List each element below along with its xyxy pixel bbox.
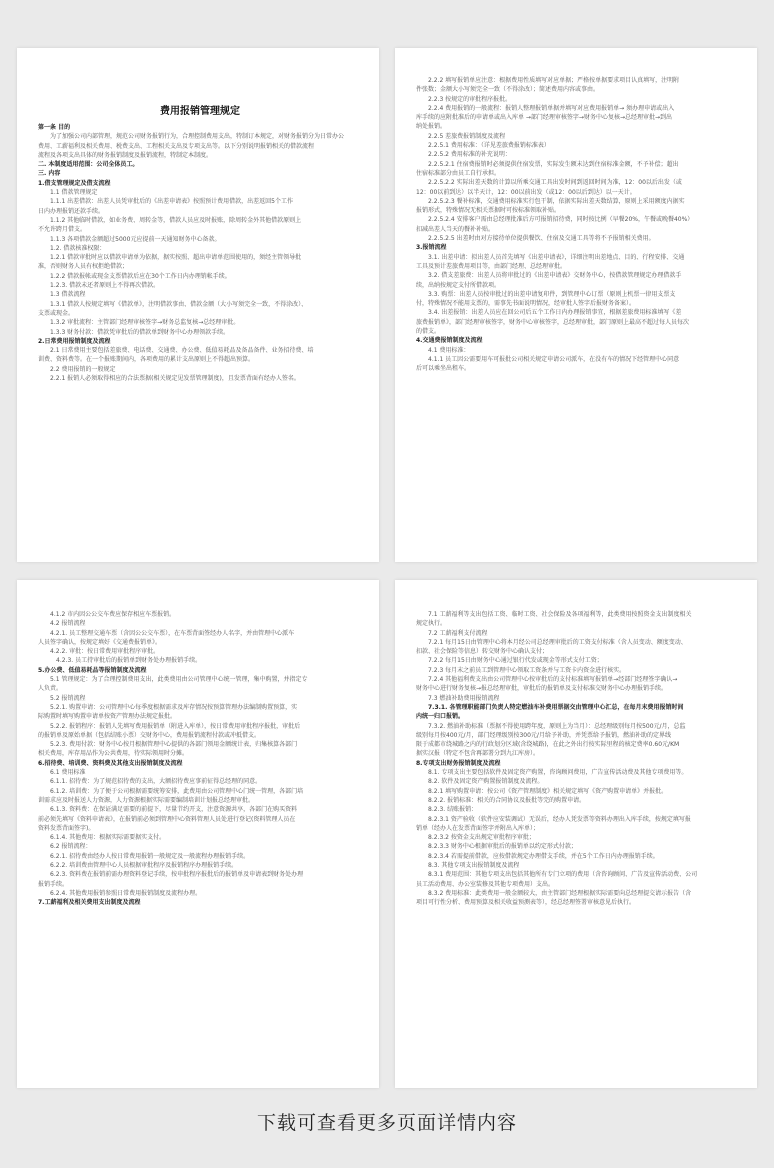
section-heading: 1.借支管理规定及借支流程 [38,179,111,187]
text-line: 报销手续。 [38,880,69,888]
text-line: 7.2.4 其他福利费支出由公司管理中心按审批后的支付标准填写报销单→经部门经理签字确认→ [428,676,678,684]
text-line: 8.3. 其他专项支出报销制度及流程 [428,862,520,870]
text-line: 6.2.4. 其他费用报销参照日常费用报销制度及流程办理。 [50,889,202,897]
text-line: 1.3.1 借款人按规定填写《借款单》，注明借款事由、借款金额（大小写须完全一致，不得涂改）、 [50,300,308,308]
text-line: 2.1 日常费用主要包括差旅费、电话费、交通费、办公费、低值易耗品及备品备件、业务招待费、培 [50,347,314,355]
text-line: 1.1 借款管理规定 [50,189,98,197]
text-line: 为了加强公司内部管理，规范公司财务报销行为，合理控制费用支出，特制订本规定，对财务报销分为日常办公 [50,133,345,141]
text-line: 人负责。 [38,685,63,693]
text-line: 6.1.3. 资料费：在保证满足需要的前提下，尽量节约开支，注意资源共享，各部门在购买资料 [50,806,298,814]
text-line: 据实汉报（特定不包含再部署分到九江库房）。 [416,750,540,758]
document-page-2 [395,48,757,562]
text-line: 8.2.3. 结账报销： [428,806,478,814]
text-line: 级别每月按400元/月，部门经理级别按300元/月给予补助，并凭票给予报销，燃油补助的定界线 [416,731,671,739]
text-line: 6.2.1. 招待费由经办人按日常费用报销一般规定及一般流程办理报销手续。 [50,852,250,860]
text-line: 8.2.3.1 资产验收（软件应安装调试）无误后，经办人凭发票等资料办理出入库手续，按规定填写报 [428,815,691,823]
text-line: 项目可行性分析、费用预算及相关收益预测表等），经总经理签署审核意见后执行。 [416,899,636,907]
text-line: 限于成都市绕城路之内的行政划分区域(含绕城路)，在此之外出行按实际里程的核定费率0.60元/KM [416,741,680,749]
text-line: 4.2.3. 员工持审批后的报销单到财务处办理报销手续。 [56,657,202,665]
text-line: 库手续的应附批准后的申请单或出入库单 →部门经理审核签字→财务中心复核→总经理审批→到出 [416,114,673,122]
section-heading: 8.专项支出财务报销制度及流程 [416,759,501,767]
text-line: 4.1 费用标准： [428,346,470,354]
section-heading: 7.工薪福利及相关费用支出制度及流程 [38,899,141,907]
text-line: 1.2.1 借款审批时应以借款申请单为依据，据实按照、超出申请单范围使用的，须经主管领导批 [50,254,302,262]
text-line: 6.1.4. 其他费用：根据实际需要据实支付。 [50,834,166,842]
text-line: 前必须先填写《资料申请表》，在报销前必须到管理中心资料管理人员处进行登记(资料管理人员在 [38,815,296,823]
text-line: 际购置时填写购置申请单按资产管理办法规定报批。 [38,713,177,721]
text-line: 日内办理报销还款手续。 [38,207,105,215]
text-line: 扣减出差人当天的餐补补贴。 [416,225,495,233]
text-line: 1.2.2 借款报帐或现金支票借款后应在30个工作日内办理销帐手续。 [50,272,231,280]
text-line: 训费、资料费等。在一个报账期间内，各项费用的累计支出原则上不得超出预算。 [38,356,255,364]
text-line: 1.3 借款流程 [50,291,86,299]
text-line: 2.2.5.2.2 实际出差天数的计算以所乘交通工具出发时间到返回时间为准，12：00以后出发（或 [428,179,682,187]
text-line: 6.2.3. 资料费在报销前需办理资料登记手续，按申批程序报批后的报销单及申请表到财务处办理 [50,871,304,879]
document-page-3 [17,580,379,1088]
text-line: 4.1.2 市内因公公交车费应保存相应车票报销。 [50,611,176,618]
page-content [38,610,362,908]
text-line: 7.2 工薪福利支付流程 [428,629,488,637]
text-line: 付，特殊情况不能用支票的，需事先书面说明情况，经审批人签字后报财务备案）。 [416,300,636,308]
document-page-4 [395,580,757,1088]
text-line: 旅费报销单》，部门经理审核签字，财务中心审核签字，总经理审批，部门原则上最高不超过每人员每次 [416,318,690,326]
document-title: 费用报销管理规定 [160,106,240,117]
text-line: 8.2.3.4 若需提前借款，应按借款规定办理借支手续，并在5个工作日内办理报销手续。 [428,852,659,860]
text-line: 1.3.3 财务付款：借款凭审批后的借款单到财务中心办理领款手续。 [50,328,230,336]
text-line: 7.1 工薪福利等支出包括工资、临时工资、社会保险及各项福利等，此类费用按照资金支出制度相关 [428,611,692,618]
text-line: 人员签字确认，按规定填好《交通费报销单》。 [38,638,162,646]
text-line: 扣款、社会保险等信息）转交财务中心确认支付； [416,648,549,656]
text-line: 5.1 管理规定：为了合理控制费用支出，此类费用由公司管理中心统一管理，集中购置，并指定专 [50,676,308,684]
text-line: 资料发票背面签字)。 [38,824,95,832]
page-content [416,76,740,374]
text-line: 的报销单及原始单据（包括结账小票）交财务中心，费用报销流程付款或冲抵借支。 [38,731,261,739]
text-line: 8.3.2 费用标准：此类费用一般金额较大，由主管部门经理根据实际需要向总经理提交请示报告（含 [428,889,692,897]
text-line: 2.2.5.2.5 出差时由对方接待单位提供餐饮、住宿及交通工具等将不予报销相关费用。 [428,235,655,243]
text-line: 不允许跨月借支。 [38,226,87,234]
text-line: 6.1.1. 招待费：为了规范招待费的支出，大额招待费应事前征得总经理的同意。 [50,778,262,786]
text-line: 续，出纳按规定支付所借款项。 [416,281,501,289]
text-line: 8.2.3.3 财务中心根据审批后的报销单以约定形式付款； [428,843,577,851]
text-line: 2.2.5.2.1 住宿费报销时必须提供住宿发票，实际发生额未达到住宿标准金额，不予补偿；超出 [428,160,679,168]
text-line: 6.2.2. 培训费由管理中心人员根据审批程序及报销程序办理报销手续。 [50,862,238,870]
text-line: 8.2.3.2 按资金支出规定审批程序审批； [428,834,535,842]
text-line: 2.2.5.2.3 餐补标准，交通费用标准实行包干制，依据实际出差天数结算，原则上采用额度内据实 [428,197,685,205]
text-line: 5.2.3. 费用付款：财务中心按月根据管理中心提供的各部门领用金额统计表，归集核算各部门 [50,741,298,749]
text-line: 1.1.1 出差借款：出差人员凭审批后的《出差申请表》按照预计费用借款，出差返回5个工作 [50,198,293,206]
text-line: 2.2.5.1 费用标准：（详见差旅费报销标准表） [428,142,550,150]
text-line: 1.1.3 各项借款金额超过5000元应提前一天通知财务中心备款。 [50,235,221,243]
section-heading: 二. 本制度适用范围：公司全体员工。 [38,161,139,169]
text-line: 5.2.1. 购置申请：公司管理中心每季度根据需求及库存情况按预算管理办法编制购置预算，实 [50,703,298,711]
text-line: 2.2.4 费用报销的一般流程：报销人整理报销单据并填写对应费用报销单→ 须办理申请或出入 [428,104,675,112]
section-heading: 7.3.1. 各管理职能部门负责人特定燃油车补费用票据交由管理中心汇总，在每月末费用报销时间 [428,703,684,711]
page-content [416,610,740,908]
section-heading: 第一条 目的 [38,124,71,131]
text-line: 后可以乘坐出租车。 [416,365,471,373]
download-prompt-text[interactable]: 下载可查看更多页面详情内容 [256,1112,517,1134]
text-line: 相关费用，库存用品作为公共费用，待实际领用时分摊。 [38,750,189,758]
section-heading: 6.招待费、培训费、资料费及其他支出报销制度及流程 [38,759,183,767]
text-line: 报销形式，特殊情况无相关票据时可按标准领取补贴。 [416,207,561,215]
text-line: 1.2.3. 借款未还者原则上不得再次借款。 [50,282,160,290]
text-line: 3.1. 出差申请：拟出差人员首先填写《出差申请表》，详细注明出差地点、目的、行程安排、交通 [428,253,685,261]
text-line: 12：00以前到达）以半天计，12：00以前出发（或12：00以后到达）以一天计。 [416,188,636,196]
text-line: 1.3.2 审批流程：主管部门经理审核签字→财务总监复核→总经理审批。 [50,319,240,327]
text-line: 6.1.2. 培训费：为了便于公司根据需要统筹安排，此费用由公司管理中心门统一管理，各部门培 [50,787,304,795]
text-line: 4.2.1. 员工整理交通车票（含因公公交车票），在车票背面签经办人名字，并由管理中心派车 [50,629,295,637]
text-line: 2.2.5.2.4 安排客户需由总经理批准后方可报销招待费，同时按比例（早餐20%，午餐或晚餐40%） [428,216,694,224]
text-line: 4.2.2. 审批：按日常费用审批程序审批。 [50,648,160,656]
text-line: 2.2.5.2 费用标准的补充说明： [428,151,511,159]
text-line: 8.2. 软件及固定资产购置报销制度及流程。 [428,778,544,786]
text-line: 2.2.5 差旅费报销制度及流程 [428,132,506,140]
text-line: 2.2.1 报销人必须取得相应的合法票据(相关规定见发票管理制度)，且发票背面有经办人签名。 [50,375,300,383]
text-line: 规定执行。 [416,620,447,628]
section-heading: 内统一归口报销。 [416,713,465,721]
text-line: 员工活动费用、办公室装修及其他专项费用）支出。 [416,880,555,888]
text-line: 财务中心进行财务复核→报总经理审批，审批后的报销单及支付标准交财务中心办理报销手续。 [416,685,668,693]
text-line: 费用、工薪福利及相关费用、税费支出、工程相关支出及专项支出等。以下分别说明报销相关的借款流程 [38,142,315,150]
text-line: 2.2 费用报销的一般规定 [50,365,116,373]
text-line: 7.3.2. 燃油补助标准（票据不得使用跨年度，原则上为当月）：总经理级别每月按500元/月，总监 [428,722,686,730]
text-line: 3.4. 出差报销：出差人员应在回公司后五个工作日内办理报销事宜，根据差旅费用标准填写《差 [428,309,682,317]
text-line: 2.2.2 填写报销单应注意：根据费用性质填写对应单据；严格按单据要求项目认真填写，注明附 [428,77,680,84]
section-heading: 5.办公费、低值易耗品等报销制度及流程 [38,666,147,674]
text-line: 8.2.1 填写购置申请：按公司《资产管理制度》相关规定填写《资产购置申请单》并报批。 [428,787,668,795]
text-line: 4.1.1 员工因公需要用车可报批公司相关规定申请公司派车，在没有车的情况下经管理中心同意 [428,355,680,363]
text-line: 5.2.2. 报销程序：报销人先填写费用报销单（附进入库单），按日常费用审批程序报批，审批后 [50,722,301,730]
text-line: 3.3. 购票：出差人员按审批过的出差申请复印件，到管理中心订票（原则上机票一律用支票支 [428,290,676,298]
text-line: 住宿标准部分由员工自行承担。 [416,169,501,177]
text-line: 8.2.2. 报销标准：相关的合同协议及报批等完的购置申请。 [428,796,586,804]
text-line: 4.2 报销流程 [50,620,86,628]
text-line: 训需求应及时报送人力资源，人力资源根据实际需要编制培训计划报总经理审批。 [38,796,255,804]
text-line: 1.1.2 其他临时借款，如业务费、周转金等，借款人员应及时报账，除周转金外其他借款原则上 [50,216,302,224]
text-line: 工具及预计差旅费用项目等，由部门经理、总经理审批。 [416,262,567,270]
text-line: 8.3.1 费用范围：其他专项支出包括其他所有专门立项的费用（含咨询顾问、广告及宣传活动费、公司 [428,871,698,879]
text-line: 销单（经办人在发票背面签字并附出入库单）； [416,824,540,832]
text-line: 准，否则财务人员有权拒绝借款； [38,263,129,271]
text-line: 流程及各项支出具体的财务报销制度及报销流程，特制定本制度。 [38,151,213,159]
text-line: 8.1. 专项支出主要包括软件及固定资产购置，咨询顾问费用，广告宣传活动费及其他专项费用等。 [428,769,688,777]
text-line: 7.3 燃油补助费用报销流程 [428,694,500,702]
text-line: 7.2.1 每月15日由管理中心将本月经公司总经理审批后的工资支付标准（含人员变动、额度变动、 [428,638,687,646]
text-line: 6.1 费用标准 [50,769,86,777]
text-line: 件张数；金额大小写须完全一致（不得涂改）；简述费用内容或事由。 [416,86,600,94]
text-line: 6.2 报销流程： [50,843,92,851]
text-line: 1.2. 借款核准权限： [50,244,106,252]
section-heading: 4.交通费报销制度及流程 [416,337,483,345]
text-line: 7.2.2 每月15日由财务中心通过银行代发或现金等形式支付工资； [428,657,603,665]
section-heading: 2.日常费用报销制度及流程 [38,337,111,345]
text-line: 的借支。 [416,328,441,336]
text-line: 7.2.3 每月末之前员工到管理中心领取工资条并与工资卡内资金进行核实。 [428,666,626,674]
page-content [38,102,362,383]
section-heading: 三. 内容 [38,170,61,178]
text-line: 纳处报销。 [416,123,447,131]
document-page-1 [17,48,379,562]
text-line: 支票或现金。 [38,309,75,317]
text-line: 2.2.3 按规定的审批程序报批。 [428,95,512,103]
text-line: 5.2 报销流程 [50,694,86,702]
text-line: 3.2. 借支差旅费：出差人员将审批过的《出差申请表》交财务中心，按借款管理规定办理借款手 [428,272,682,280]
section-heading: 3.报销流程 [416,244,447,252]
